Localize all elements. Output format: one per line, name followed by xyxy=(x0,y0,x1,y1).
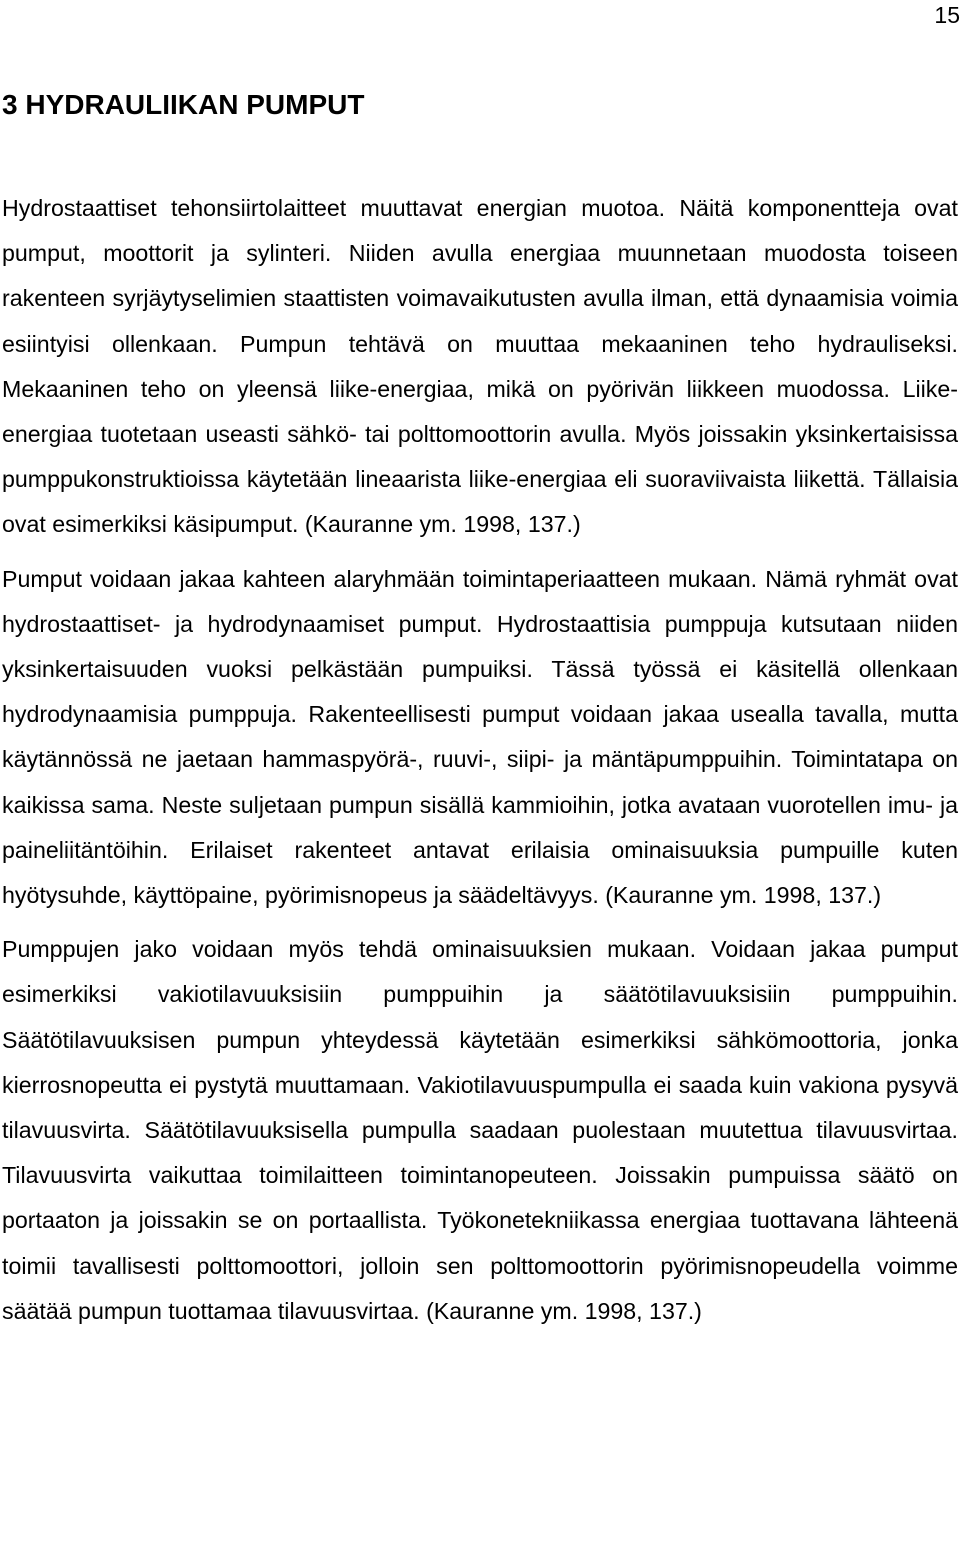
paragraph-1: Hydrostaattiset tehonsiirtolaitteet muuttavat energian muotoa. Näitä komponentteja ovat pumput, moottorit ja sylinteri. Niiden avulla energiaa muunnetaan muodosta toiseen rakenteen syrjäytyselimien staattisten voimavaikutusten avulla ilman, että dynaamisia voimia esiintyisi ollenkaan. Pumpun tehtävä on muuttaa mekaaninen teho hydrauliseksi. Mekaaninen teho on yleensä liike-energiaa, mikä on pyörivän liikkeen muodossa. Liike-energiaa tuotetaan useasti sähkö- tai polttomoottorin avulla. Myös joissakin yksinkertaisissa pumppukonstruktioissa käytetään lineaarista liike-energiaa eli suoraviivaista liikettä. Tällaisia ovat esimerkiksi käsipumput. (Kauranne ym. 1998, 137.) xyxy=(2,195,958,538)
page-number: 15 xyxy=(934,2,960,28)
body-text xyxy=(2,186,958,1334)
section-heading: 3 HYDRAULIIKAN PUMPUT xyxy=(2,89,365,120)
paragraph-3: Pumppujen jako voidaan myös tehdä ominaisuuksien mukaan. Voidaan jakaa pumput esimerkiksi vakiotilavuuksisiin pumppuihin ja säätötilavuuksisiin pumppuihin. Säätötilavuuksisen pumpun yhteydessä käytetään esimerkiksi sähkömoottoria, jonka kierrosnopeutta ei pystytä muuttamaan. Vakiotilavuuspumpulla ei saada kuin vakiona pysyvä tilavuusvirta. Säätötilavuuksisella pumpulla saadaan puolestaan muutettua tilavuusvirtaa. Tilavuusvirta vaikuttaa toimilaitteen toimintanopeuteen. Joissakin pumpuissa säätö on portaaton ja joissakin se on portaallista. Työkonetekniikassa energiaa tuottavana lähteenä toimii tavallisesti polttomoottori, jolloin sen polttomoottorin pyörimisnopeudella voimme säätää pumpun tuottamaa tilavuusvirtaa. (Kauranne ym. 1998, 137.) xyxy=(2,936,958,1324)
paragraph-2: Pumput voidaan jakaa kahteen alaryhmään toimintaperiaatteen mukaan. Nämä ryhmät ovat hydrostaattiset- ja hydrodynaamiset pumput. Hydrostaattisia pumppuja kutsutaan niiden yksinkertaisuuden vuoksi pelkästään pumpuiksi. Tässä työssä ei käsitellä ollenkaan hydrodynaamisia pumppuja. Rakenteellisesti pumput voidaan jakaa usealla tavalla, mutta käytännössä ne jaetaan hammaspyörä-, ruuvi-, siipi- ja mäntäpumppuihin. Toimintatapa on kaikissa sama. Neste suljetaan pumpun sisällä kammioihin, jotka avataan vuorotellen imu- ja paineliitäntöihin. Erilaiset rakenteet antavat erilaisia ominaisuuksia pumpuille kuten hyötysuhde, käyttöpaine, pyörimisnopeus ja säädeltävyys. (Kauranne ym. 1998, 137.) xyxy=(2,565,958,909)
